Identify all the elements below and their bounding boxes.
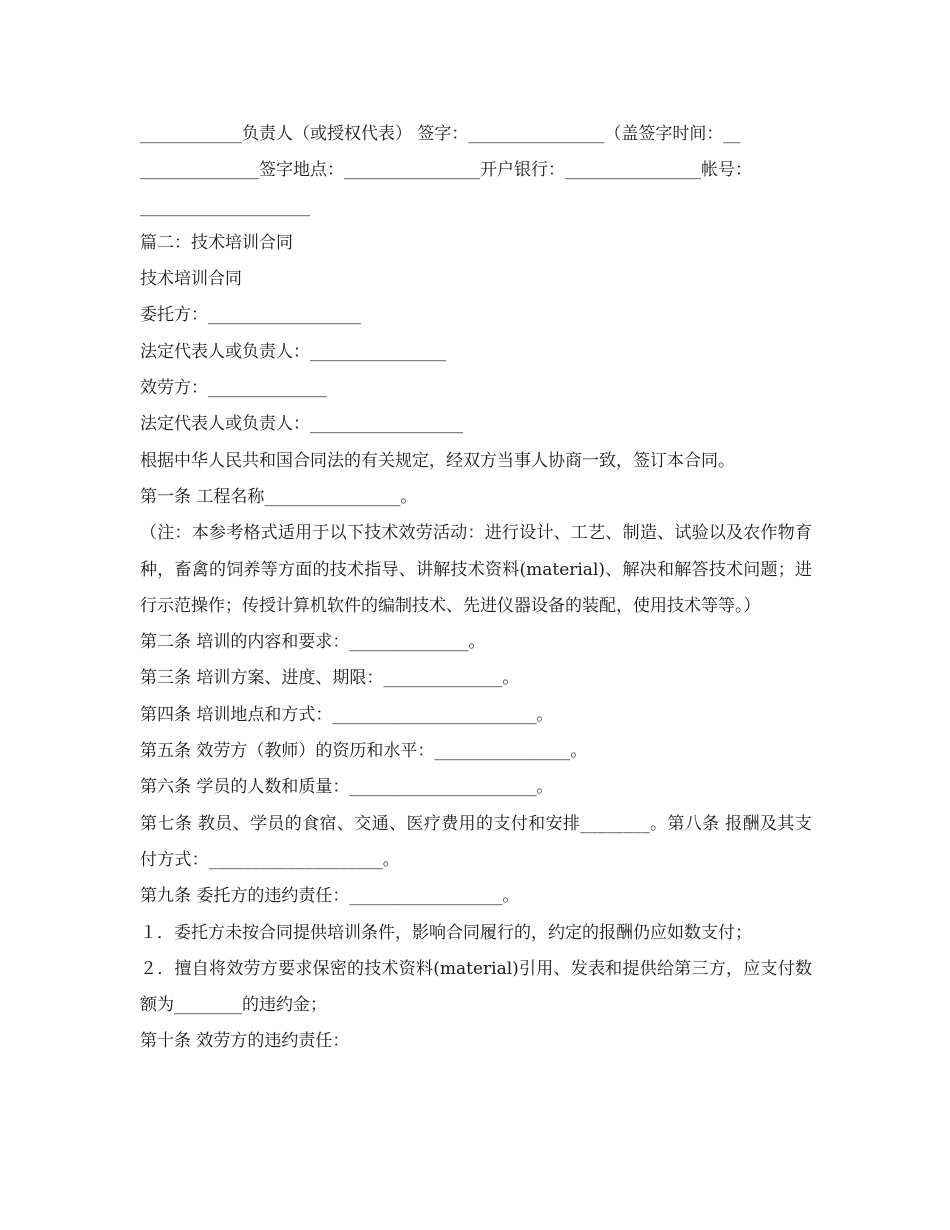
contract-title: 技术培训合同	[140, 269, 242, 290]
article-4: 第四条 培训地点和方式：________________________。	[140, 704, 554, 725]
article-5: 第五条 效劳方（教师）的资历和水平：________________。	[140, 741, 588, 762]
signature-line-2: ______________签字地点：________________开户银行：________________帐号：	[140, 160, 752, 181]
account-number-blank: ____________________	[140, 196, 310, 217]
client-field: 委托方：__________________	[140, 305, 361, 326]
article-9-item-2: ２．擅自将效劳方要求保密的技术资料(material)引用、发表和提供给第三方，应支付数额为________的违约金；	[140, 958, 812, 1016]
article-10: 第十条 效劳方的违约责任：	[140, 1031, 350, 1052]
article-6: 第六条 学员的人数和质量：______________________。	[140, 777, 554, 798]
article-1: 第一条 工程名称________________。	[140, 486, 418, 507]
provider-representative-field: 法定代表人或负责人：__________________	[140, 414, 463, 435]
article-9-item-1: １．委托方未按合同提供培训条件，影响合同履行的，约定的报酬仍应如数支付；	[140, 922, 752, 943]
note-paragraph: （注：本参考格式适用于以下技术效劳活动：进行设计、工艺、制造、试验以及农作物育种，畜禽的饲养等方面的技术指导、讲解技术资料(material)、解决和解答技术问题；进行示范操作；传授计算机软件的编制技术、先进仪器设备的装配，使用技术等等。）	[140, 523, 812, 616]
client-representative-field: 法定代表人或负责人：________________	[140, 341, 446, 362]
document-page	[140, 116, 812, 1060]
article-7-8: 第七条 教员、学员的食宿、交通、医疗费用的支付和安排________。第八条 报酬及其支付方式：____________________。	[140, 813, 812, 870]
article-9: 第九条 委托方的违约责任：__________________。	[140, 886, 520, 907]
signature-line-1: ____________负责人（或授权代表） 签字：________________（盖签字时间：__	[140, 124, 741, 144]
article-2: 第二条 培训的内容和要求：______________。	[140, 632, 486, 653]
service-provider-field: 效劳方：______________	[140, 378, 327, 399]
preamble: 根据中华人民共和国合同法的有关规定，经双方当事人协商一致，签订本合同。	[140, 450, 735, 471]
section-heading: 篇二：技术培训合同	[140, 232, 293, 253]
article-3: 第三条 培训方案、进度、期限：______________。	[140, 668, 520, 689]
